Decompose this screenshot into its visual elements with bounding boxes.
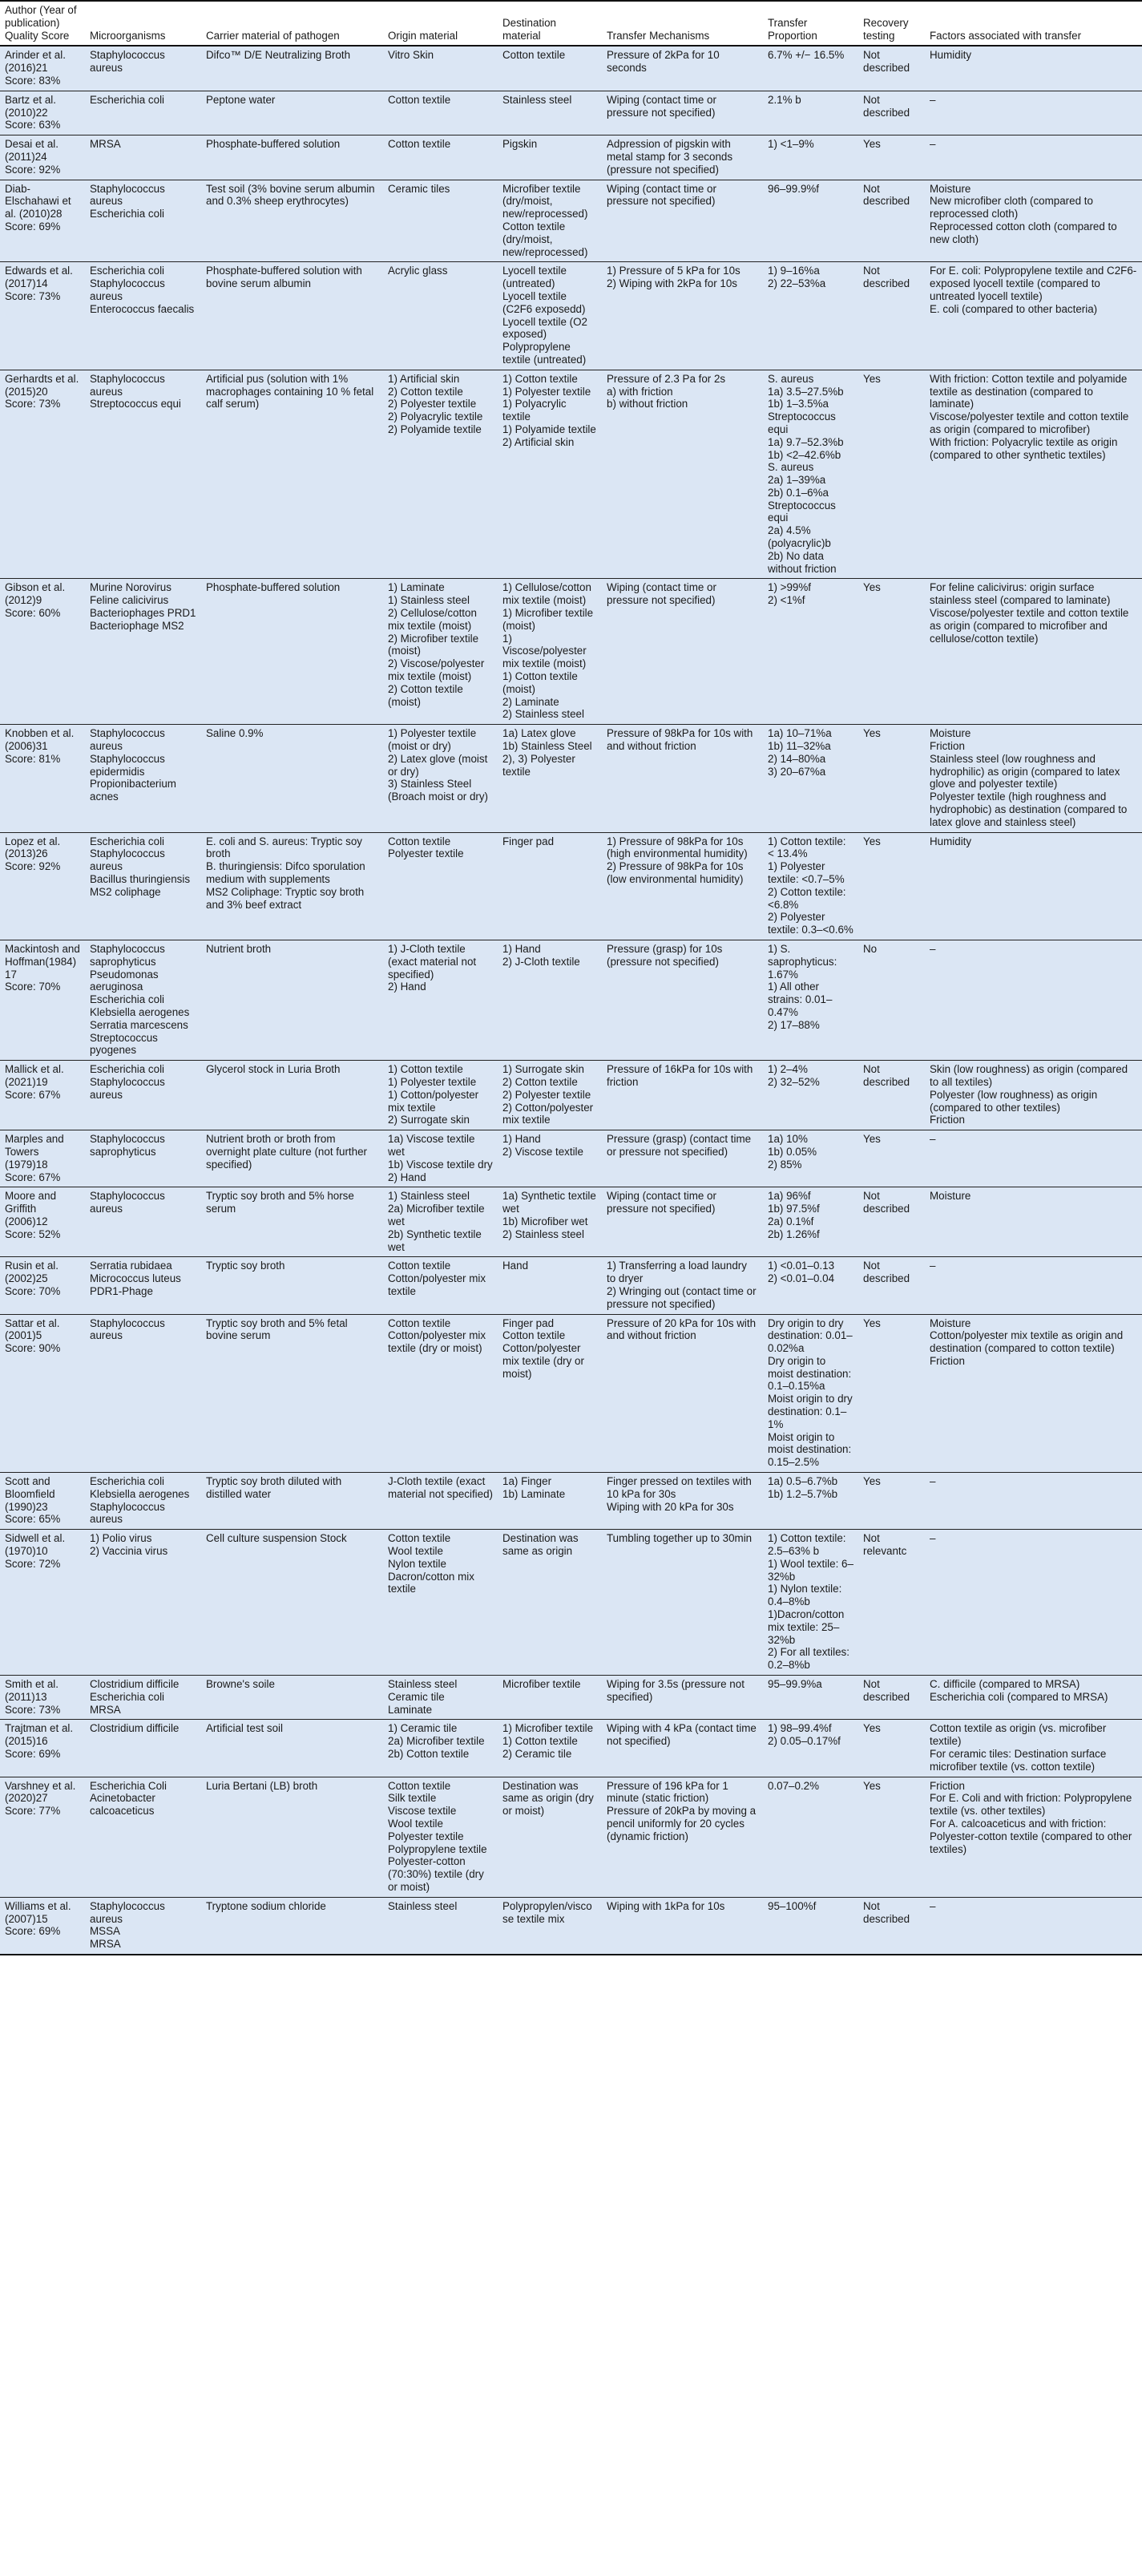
mechanism-cell: Wiping with 4 kPa (contact time not specified) (602, 1720, 763, 1777)
origin-cell: Stainless steel (383, 1897, 498, 1955)
carrier-cell: Tryptone sodium chloride (201, 1897, 383, 1955)
mechanism-cell: Pressure of 16kPa for 10s with friction (602, 1061, 763, 1130)
proportion-cell: 1a) 10% 1b) 0.05% 2) 85% (763, 1130, 858, 1187)
proportion-cell: 2.1% b (763, 91, 858, 135)
author-cell: Arinder et al. (2016)21 Score: 83% (0, 46, 85, 91)
destination-cell: Pigskin (498, 135, 602, 180)
table-row (0, 1473, 1142, 1530)
table-row (0, 135, 1142, 180)
table-body (0, 46, 1142, 1955)
author-cell: Diab-Elschahawi et al. (2010)28 Score: 69% (0, 180, 85, 262)
table-row (0, 1187, 1142, 1257)
recovery-cell: Not described (858, 1187, 925, 1257)
mechanism-cell: Wiping (contact time or pressure not specified) (602, 579, 763, 725)
proportion-cell: 1) <0.01–0.13 2) <0.01–0.04 (763, 1257, 858, 1314)
carrier-cell: Phosphate-buffered solution (201, 135, 383, 180)
origin-cell: Stainless steel Ceramic tile Laminate (383, 1676, 498, 1720)
header-recovery: Recovery testing (858, 1, 925, 46)
header-factors: Factors associated with transfer (925, 1, 1142, 46)
author-cell: Lopez et al. (2013)26 Score: 92% (0, 832, 85, 940)
origin-cell: 1) Laminate 1) Stainless steel 2) Cellulose/cotton mix textile (moist) 2) Microfiber textile (moist) 2) Viscose/polyester mix textile (moist) 2) Cotton textile (moist) (383, 579, 498, 725)
destination-cell: 1) Surrogate skin 2) Cotton textile 2) Polyester textile 2) Cotton/polyester mix textile (498, 1061, 602, 1130)
origin-cell: 1) Polyester textile (moist or dry) 2) Latex glove (moist or dry) 3) Stainless Steel (Broach moist or dry) (383, 725, 498, 832)
recovery-cell: Not described (858, 46, 925, 91)
destination-cell: Lyocell textile (untreated) Lyocell textile (C2F6 exposedd) Lyocell textile (O2 exposed) Polypropylene textile (untreated) (498, 262, 602, 370)
destination-cell: 1a) Finger 1b) Laminate (498, 1473, 602, 1530)
table-row (0, 46, 1142, 91)
carrier-cell: Glycerol stock in Luria Broth (201, 1061, 383, 1130)
factors-cell: Moisture New microfiber cloth (compared to reprocessed cloth) Reprocessed cotton cloth (compared to new cloth) (925, 180, 1142, 262)
table-row (0, 1061, 1142, 1130)
origin-cell: 1) Ceramic tile 2a) Microfiber textile 2b) Cotton textile (383, 1720, 498, 1777)
factors-cell: Skin (low roughness) as origin (compared to all textiles) Polyester (low roughness) as origin (compared to other textiles) Friction (925, 1061, 1142, 1130)
recovery-cell: Yes (858, 1720, 925, 1777)
origin-cell: Acrylic glass (383, 262, 498, 370)
carrier-cell: Difco™ D/E Neutralizing Broth (201, 46, 383, 91)
microorganisms-cell: Staphylococcus aureus (85, 1314, 201, 1473)
microorganisms-cell: Escherichia Coli Acinetobacter calcoaceticus (85, 1777, 201, 1897)
origin-cell: 1) Stainless steel 2a) Microfiber textile wet 2b) Synthetic textile wet (383, 1187, 498, 1257)
recovery-cell: Yes (858, 1314, 925, 1473)
microorganisms-cell: Escherichia coli (85, 91, 201, 135)
header-destination: Destination material (498, 1, 602, 46)
author-cell: Sattar et al. (2001)5 Score: 90% (0, 1314, 85, 1473)
table-row (0, 579, 1142, 725)
proportion-cell: 1a) 0.5–6.7%b 1b) 1.2–5.7%b (763, 1473, 858, 1530)
proportion-cell: 6.7% +/− 16.5% (763, 46, 858, 91)
mechanism-cell: Pressure of 98kPa for 10s with and without friction (602, 725, 763, 832)
factors-cell: – (925, 1530, 1142, 1676)
table-row (0, 1676, 1142, 1720)
microorganisms-cell: MRSA (85, 135, 201, 180)
factors-cell: – (925, 940, 1142, 1060)
author-cell: Knobben et al. (2006)31 Score: 81% (0, 725, 85, 832)
header-mechanism: Transfer Mechanisms (602, 1, 763, 46)
author-cell: Scott and Bloomfield (1990)23 Score: 65% (0, 1473, 85, 1530)
origin-cell: J-Cloth textile (exact material not specified) (383, 1473, 498, 1530)
carrier-cell: Phosphate-buffered solution with bovine serum albumin (201, 262, 383, 370)
table-row (0, 1257, 1142, 1314)
factors-cell: C. difficile (compared to MRSA) Escherichia coli (compared to MRSA) (925, 1676, 1142, 1720)
destination-cell: Destination was same as origin (dry or moist) (498, 1777, 602, 1897)
table-row (0, 370, 1142, 579)
proportion-cell: 96–99.9%f (763, 180, 858, 262)
destination-cell: Microfiber textile (498, 1676, 602, 1720)
table-row (0, 832, 1142, 940)
mechanism-cell: Pressure of 2kPa for 10 seconds (602, 46, 763, 91)
mechanism-cell: 1) Pressure of 5 kPa for 10s 2) Wiping with 2kPa for 10s (602, 262, 763, 370)
factors-cell: For feline calicivirus: origin surface stainless steel (compared to laminate) Viscose/polyester textile and cotton textile as origin (compared to microfiber and cellulose/cotton textile) (925, 579, 1142, 725)
table-row (0, 1777, 1142, 1897)
mechanism-cell: Wiping with 1kPa for 10s (602, 1897, 763, 1955)
author-cell: Williams et al. (2007)15 Score: 69% (0, 1897, 85, 1955)
mechanism-cell: Finger pressed on textiles with 10 kPa for 30s Wiping with 20 kPa for 30s (602, 1473, 763, 1530)
author-cell: Desai et al. (2011)24 Score: 92% (0, 135, 85, 180)
header-microorganisms: Microorganisms (85, 1, 201, 46)
table-row (0, 725, 1142, 832)
microorganisms-cell: Clostridium difficile Escherichia coli MRSA (85, 1676, 201, 1720)
carrier-cell: Tryptic soy broth (201, 1257, 383, 1314)
carrier-cell: Peptone water (201, 91, 383, 135)
factors-cell: – (925, 1257, 1142, 1314)
origin-cell: Vitro Skin (383, 46, 498, 91)
microorganisms-cell: 1) Polio virus 2) Vaccinia virus (85, 1530, 201, 1676)
recovery-cell: Not described (858, 91, 925, 135)
recovery-cell: Yes (858, 725, 925, 832)
destination-cell: 1) Hand 2) Viscose textile (498, 1130, 602, 1187)
carrier-cell: Tryptic soy broth and 5% fetal bovine serum (201, 1314, 383, 1473)
microorganisms-cell: Staphylococcus saprophyticus Pseudomonas aeruginosa Escherichia coli Klebsiella aerogenes Serratia marcescens Streptococcus pyogenes (85, 940, 201, 1060)
carrier-cell: Nutrient broth (201, 940, 383, 1060)
recovery-cell: Yes (858, 1777, 925, 1897)
origin-cell: Cotton textile Cotton/polyester mix textile (dry or moist) (383, 1314, 498, 1473)
carrier-cell: Saline 0.9% (201, 725, 383, 832)
header-origin: Origin material (383, 1, 498, 46)
recovery-cell: Yes (858, 832, 925, 940)
table-row (0, 262, 1142, 370)
author-cell: Mallick et al. (2021)19 Score: 67% (0, 1061, 85, 1130)
destination-cell: 1) Cotton textile 1) Polyester textile 1) Polyacrylic textile 1) Polyamide textile 2) Artificial skin (498, 370, 602, 579)
mechanism-cell: Wiping (contact time or pressure not specified) (602, 91, 763, 135)
header-author: Author (Year of publication) Quality Score (0, 1, 85, 46)
author-cell: Mackintosh and Hoffman(1984)17 Score: 70% (0, 940, 85, 1060)
origin-cell: 1a) Viscose textile wet 1b) Viscose textile dry 2) Hand (383, 1130, 498, 1187)
destination-cell: Destination was same as origin (498, 1530, 602, 1676)
microorganisms-cell: Staphylococcus aureus (85, 1187, 201, 1257)
carrier-cell: Tryptic soy broth diluted with distilled water (201, 1473, 383, 1530)
destination-cell: 1) Cellulose/cotton mix textile (moist) 1) Microfiber textile (moist) 1) Viscose/polyester mix textile (moist) 1) Cotton textile (moist) 2) Laminate 2) Stainless steel (498, 579, 602, 725)
table-row (0, 1130, 1142, 1187)
carrier-cell: Artificial test soil (201, 1720, 383, 1777)
factors-cell: – (925, 1473, 1142, 1530)
proportion-cell: 1) >99%f 2) <1%f (763, 579, 858, 725)
proportion-cell: 1) 98–99.4%f 2) 0.05–0.17%f (763, 1720, 858, 1777)
destination-cell: Microfiber textile (dry/moist, new/reprocessed) Cotton textile (dry/moist, new/reprocessed) (498, 180, 602, 262)
factors-cell: Cotton textile as origin (vs. microfiber textile) For ceramic tiles: Destination surface microfiber textile (vs. cotton textile) (925, 1720, 1142, 1777)
microorganisms-cell: Escherichia coli Staphylococcus aureus (85, 1061, 201, 1130)
table-row (0, 1314, 1142, 1473)
header-proportion: Transfer Proportion (763, 1, 858, 46)
destination-cell: 1a) Synthetic textile wet 1b) Microfiber wet 2) Stainless steel (498, 1187, 602, 1257)
origin-cell: Cotton textile Wool textile Nylon textile Dacron/cotton mix textile (383, 1530, 498, 1676)
carrier-cell: Test soil (3% bovine serum albumin and 0.3% sheep erythrocytes) (201, 180, 383, 262)
factors-cell: Humidity (925, 832, 1142, 940)
recovery-cell: Not described (858, 1257, 925, 1314)
table-row (0, 940, 1142, 1060)
destination-cell: Hand (498, 1257, 602, 1314)
table-row (0, 1530, 1142, 1676)
microorganisms-cell: Staphylococcus aureus Escherichia coli (85, 180, 201, 262)
destination-cell: Finger pad Cotton textile Cotton/polyester mix textile (dry or moist) (498, 1314, 602, 1473)
factors-cell: With friction: Cotton textile and polyamide textile as destination (compared to laminate) Viscose/polyester textile and cotton textile as origin (compared to microfiber) With friction: Polyacrylic textile as origin (compared to other synthetic textiles) (925, 370, 1142, 579)
recovery-cell: Yes (858, 1473, 925, 1530)
recovery-cell: Not described (858, 1061, 925, 1130)
mechanism-cell: 1) Pressure of 98kPa for 10s (high environmental humidity) 2) Pressure of 98kPa for 10s (low environmental humidity) (602, 832, 763, 940)
microorganisms-cell: Escherichia coli Klebsiella aerogenes Staphylococcus aureus (85, 1473, 201, 1530)
microorganisms-cell: Staphylococcus aureus (85, 46, 201, 91)
carrier-cell: Nutrient broth or broth from overnight plate culture (not further specified) (201, 1130, 383, 1187)
recovery-cell: Yes (858, 579, 925, 725)
origin-cell: Cotton textile (383, 135, 498, 180)
factors-cell: – (925, 1130, 1142, 1187)
destination-cell: 1) Microfiber textile 1) Cotton textile 2) Ceramic tile (498, 1720, 602, 1777)
origin-cell: 1) Artificial skin 2) Cotton textile 2) Polyester textile 2) Polyacrylic textile 2) Polyamide textile (383, 370, 498, 579)
proportion-cell: S. aureus 1a) 3.5–27.5%b 1b) 1–3.5%a Streptococcus equi 1a) 9.7–52.3%b 1b) <2–42.6%b S. aureus 2a) 1–39%a 2b) 0.1–6%a Streptococcus equi 2a) 4.5% (polyacrylic)b 2b) No data without friction (763, 370, 858, 579)
factors-cell: – (925, 135, 1142, 180)
mechanism-cell: Wiping (contact time or pressure not specified) (602, 1187, 763, 1257)
recovery-cell: No (858, 940, 925, 1060)
recovery-cell: Not described (858, 1676, 925, 1720)
proportion-cell: 1a) 10–71%a 1b) 11–32%a 2) 14–80%a 3) 20–67%a (763, 725, 858, 832)
origin-cell: 1) Cotton textile 1) Polyester textile 1) Cotton/polyester mix textile 2) Surrogate skin (383, 1061, 498, 1130)
factors-cell: Humidity (925, 46, 1142, 91)
recovery-cell: Yes (858, 370, 925, 579)
microorganisms-cell: Clostridium difficile (85, 1720, 201, 1777)
author-cell: Gibson et al. (2012)9 Score: 60% (0, 579, 85, 725)
proportion-cell: 1) 2–4% 2) 32–52% (763, 1061, 858, 1130)
destination-cell: Finger pad (498, 832, 602, 940)
proportion-cell: 0.07–0.2% (763, 1777, 858, 1897)
microorganisms-cell: Staphylococcus aureus Staphylococcus epidermidis Propionibacterium acnes (85, 725, 201, 832)
author-cell: Smith et al. (2011)13 Score: 73% (0, 1676, 85, 1720)
author-cell: Rusin et al. (2002)25 Score: 70% (0, 1257, 85, 1314)
mechanism-cell: Pressure of 2.3 Pa for 2s a) with friction b) without friction (602, 370, 763, 579)
factors-cell: Friction For E. Coli and with friction: Polypropylene textile (vs. other textiles) For A. calcoaceticus and with friction: Polyester-cotton textile (compared to other textiles) (925, 1777, 1142, 1897)
destination-cell: 1) Hand 2) J-Cloth textile (498, 940, 602, 1060)
author-cell: Bartz et al. (2010)22 Score: 63% (0, 91, 85, 135)
destination-cell: Stainless steel (498, 91, 602, 135)
factors-cell: Moisture Friction Stainless steel (low roughness and hydrophilic) as origin (compared to latex glove and polyester textile) Polyester textile (high roughness and hydrophobic) as destination (compared to latex glove and stainless steel) (925, 725, 1142, 832)
proportion-cell: 1) <1–9% (763, 135, 858, 180)
mechanism-cell: Wiping for 3.5s (pressure not specified) (602, 1676, 763, 1720)
mechanism-cell: Pressure (grasp) for 10s (pressure not specified) (602, 940, 763, 1060)
mechanism-cell: Pressure (grasp) (contact time or pressure not specified) (602, 1130, 763, 1187)
recovery-cell: Not described (858, 1897, 925, 1955)
proportion-cell: 1a) 96%f 1b) 97.5%f 2a) 0.1%f 2b) 1.26%f (763, 1187, 858, 1257)
mechanism-cell: 1) Transferring a load laundry to dryer 2) Wringing out (contact time or pressure not specified) (602, 1257, 763, 1314)
carrier-cell: E. coli and S. aureus: Tryptic soy broth B. thuringiensis: Difco sporulation medium with supplements MS2 Coliphage: Tryptic soy broth and 3% beef extract (201, 832, 383, 940)
carrier-cell: Tryptic soy broth and 5% horse serum (201, 1187, 383, 1257)
proportion-cell: 1) 9–16%a 2) 22–53%a (763, 262, 858, 370)
table-row (0, 1897, 1142, 1955)
header-row (0, 1, 1142, 46)
proportion-cell: 95–99.9%a (763, 1676, 858, 1720)
origin-cell: Ceramic tiles (383, 180, 498, 262)
recovery-cell: Yes (858, 1130, 925, 1187)
carrier-cell: Phosphate-buffered solution (201, 579, 383, 725)
factors-cell: – (925, 1897, 1142, 1955)
mechanism-cell: Wiping (contact time or pressure not specified) (602, 180, 763, 262)
carrier-cell: Luria Bertani (LB) broth (201, 1777, 383, 1897)
origin-cell: Cotton textile Polyester textile (383, 832, 498, 940)
microorganisms-cell: Staphylococcus aureus MSSA MRSA (85, 1897, 201, 1955)
factors-cell: For E. coli: Polypropylene textile and C2F6-exposed lyocell textile (compared to untreated lyocell textile) E. coli (compared to other bacteria) (925, 262, 1142, 370)
recovery-cell: Not relevantc (858, 1530, 925, 1676)
destination-cell: Polypropylen/viscose textile mix (498, 1897, 602, 1955)
origin-cell: Cotton textile Cotton/polyester mix textile (383, 1257, 498, 1314)
carrier-cell: Artificial pus (solution with 1% macrophages containing 10 % fetal calf serum) (201, 370, 383, 579)
table-row (0, 180, 1142, 262)
header-carrier: Carrier material of pathogen (201, 1, 383, 46)
microorganisms-cell: Serratia rubidaea Micrococcus luteus PDR1-Phage (85, 1257, 201, 1314)
microorganisms-cell: Escherichia coli Staphylococcus aureus Bacillus thuringiensis MS2 coliphage (85, 832, 201, 940)
author-cell: Sidwell et al. (1970)10 Score: 72% (0, 1530, 85, 1676)
factors-cell: – (925, 91, 1142, 135)
table-row (0, 1720, 1142, 1777)
carrier-cell: Browne's soile (201, 1676, 383, 1720)
origin-cell: Cotton textile (383, 91, 498, 135)
factors-cell: Moisture Cotton/polyester mix textile as origin and destination (compared to cotton textile) Friction (925, 1314, 1142, 1473)
recovery-cell: Yes (858, 135, 925, 180)
microorganisms-cell: Staphylococcus saprophyticus (85, 1130, 201, 1187)
proportion-cell: 1) S. saprophyticus: 1.67% 1) All other strains: 0.01–0.47% 2) 17–88% (763, 940, 858, 1060)
mechanism-cell: Pressure of 196 kPa for 1 minute (static friction) Pressure of 20kPa by moving a pencil uniformly for 20 cycles (dynamic friction) (602, 1777, 763, 1897)
author-cell: Moore and Griffith (2006)12 Score: 52% (0, 1187, 85, 1257)
microorganisms-cell: Staphylococcus aureus Streptococcus equi (85, 370, 201, 579)
recovery-cell: Not described (858, 180, 925, 262)
author-cell: Marples and Towers (1979)18 Score: 67% (0, 1130, 85, 1187)
microorganisms-cell: Escherichia coli Staphylococcus aureus Enterococcus faecalis (85, 262, 201, 370)
origin-cell: Cotton textile Silk textile Viscose textile Wool textile Polyester textile Polypropylene textile Polyester-cotton (70:30%) textile (dry or moist) (383, 1777, 498, 1897)
proportion-cell: 1) Cotton textile: < 13.4% 1) Polyester textile: <0.7–5% 2) Cotton textile: <6.8% 2) Polyester textile: 0.3–<0.6% (763, 832, 858, 940)
proportion-cell: 1) Cotton textile: 2.5–63% b 1) Wool textile: 6–32%b 1) Nylon textile: 0.4–8%b 1)Dacron/cotton mix textile: 25–32%b 2) For all textiles: 0.2–8%b (763, 1530, 858, 1676)
destination-cell: 1a) Latex glove 1b) Stainless Steel 2), 3) Polyester textile (498, 725, 602, 832)
mechanism-cell: Tumbling together up to 30min (602, 1530, 763, 1676)
microorganisms-cell: Murine Norovirus Feline calicivirus Bacteriophages PRD1 Bacteriophage MS2 (85, 579, 201, 725)
author-cell: Trajtman et al. (2015)16 Score: 69% (0, 1720, 85, 1777)
proportion-cell: 95–100%f (763, 1897, 858, 1955)
mechanism-cell: Pressure of 20 kPa for 10s with and without friction (602, 1314, 763, 1473)
author-cell: Edwards et al. (2017)14 Score: 73% (0, 262, 85, 370)
origin-cell: 1) J-Cloth textile (exact material not specified) 2) Hand (383, 940, 498, 1060)
recovery-cell: Not described (858, 262, 925, 370)
proportion-cell: Dry origin to dry destination: 0.01–0.02%a Dry origin to moist destination: 0.1–0.15%a Moist origin to dry destination: 0.1–1% Moist origin to moist destination: 0.15–2.5% (763, 1314, 858, 1473)
author-cell: Gerhardts et al. (2015)20 Score: 73% (0, 370, 85, 579)
mechanism-cell: Adpression of pigskin with metal stamp for 3 seconds (pressure not specified) (602, 135, 763, 180)
carrier-cell: Cell culture suspension Stock (201, 1530, 383, 1676)
factors-cell: Moisture (925, 1187, 1142, 1257)
author-cell: Varshney et al. (2020)27 Score: 77% (0, 1777, 85, 1897)
destination-cell: Cotton textile (498, 46, 602, 91)
table-row (0, 91, 1142, 135)
